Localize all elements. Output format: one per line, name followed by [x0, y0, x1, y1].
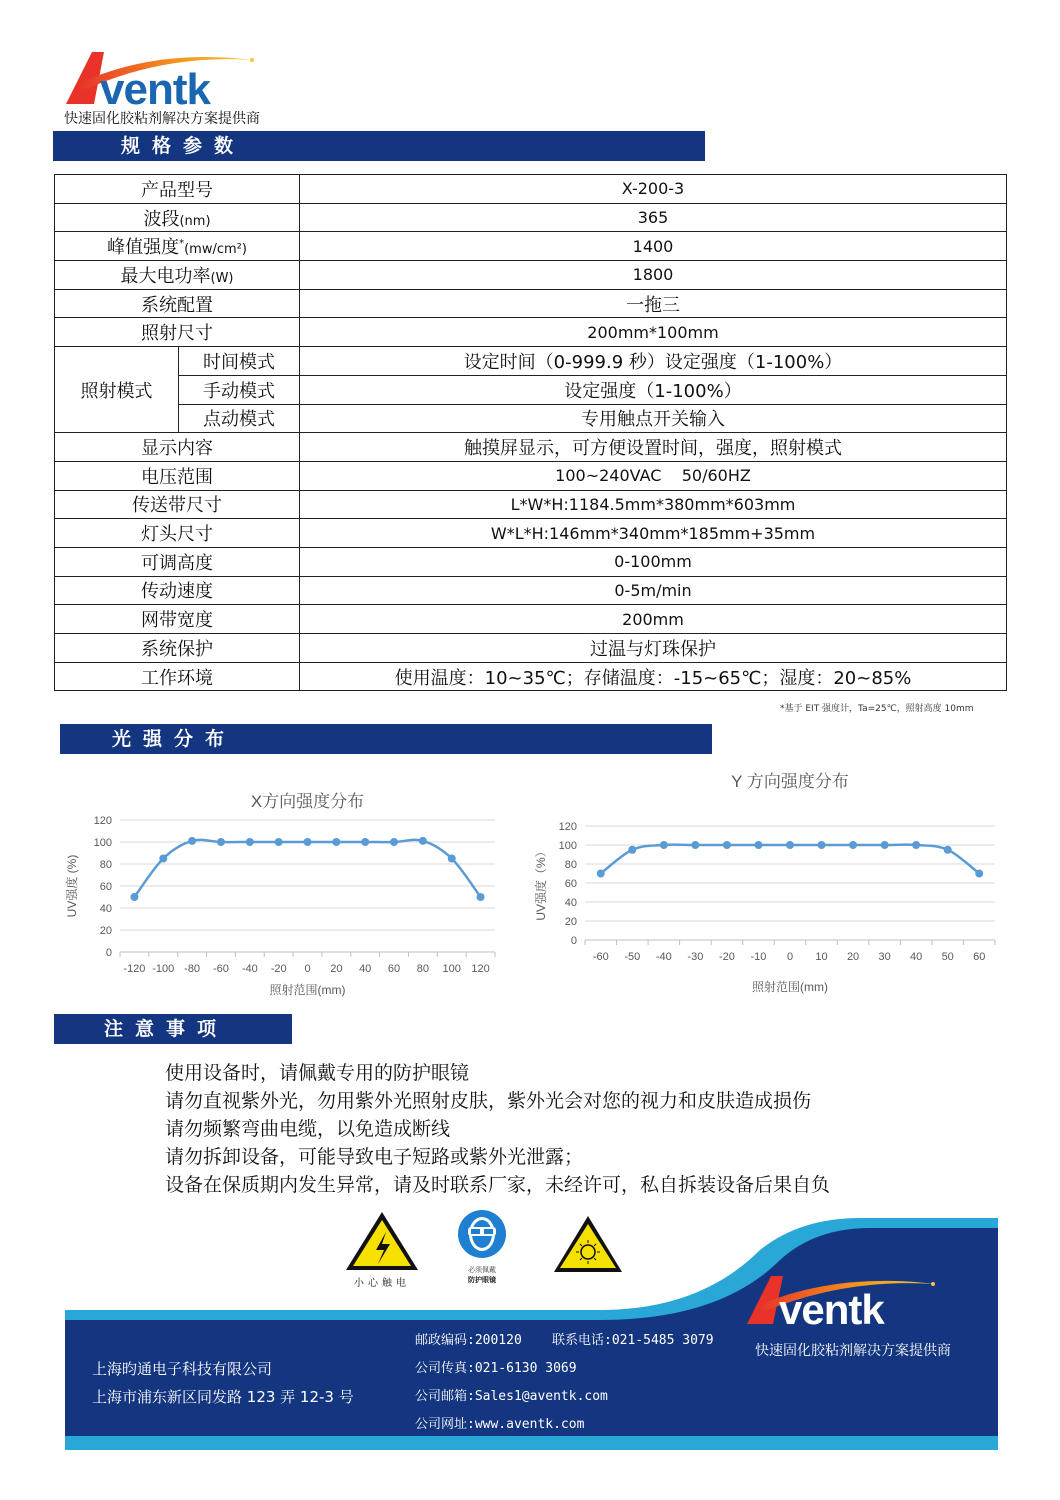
y-axis-label: UV强度 (%) [65, 854, 79, 918]
spec-label: 传动速度 [55, 576, 300, 605]
data-point [691, 841, 699, 849]
svg-text:60: 60 [99, 881, 112, 893]
svg-text:80: 80 [564, 859, 577, 871]
data-point [419, 837, 427, 845]
svg-text:60: 60 [564, 878, 577, 890]
data-point [754, 841, 762, 849]
data-point [477, 893, 485, 901]
light-section-title: 光强分布 [60, 724, 712, 754]
data-point [628, 846, 636, 854]
svg-text:10: 10 [815, 951, 828, 963]
svg-text:防护眼镜: 防护眼镜 [468, 1276, 496, 1284]
svg-text:20: 20 [846, 951, 860, 963]
data-point [246, 838, 254, 846]
data-point [818, 841, 826, 849]
notice-section-title: 注意事项 [54, 1014, 292, 1044]
svg-text:-20: -20 [270, 963, 287, 975]
spec-value: 使用温度：10~35℃；存储温度：-15~65℃；湿度：20~85% [300, 662, 1007, 691]
svg-text:40: 40 [910, 951, 923, 963]
spec-sublabel: 点动模式 [179, 404, 300, 433]
svg-text:-50: -50 [624, 951, 641, 963]
data-point [660, 841, 668, 849]
data-point [849, 841, 857, 849]
table-row [55, 461, 1007, 490]
svg-text:0: 0 [105, 947, 112, 959]
spec-section-title: 规格参数 [53, 131, 705, 161]
svg-text:-60: -60 [213, 963, 229, 975]
data-point [130, 893, 138, 901]
data-point [597, 870, 605, 878]
svg-text:100: 100 [442, 963, 461, 975]
spec-value: 设定时间（0-999.9 秒）设定强度（1-100%） [300, 347, 1007, 376]
svg-text:ventk: ventk [779, 1286, 884, 1332]
spec-value: 365 [300, 203, 1007, 232]
notice-item: 请勿频繁弯曲电缆，以免造成断线 [165, 1118, 451, 1140]
svg-text:-30: -30 [687, 951, 704, 963]
table-row [55, 605, 1007, 634]
svg-text:-40: -40 [241, 963, 258, 975]
footer-fax: 公司传真:021-6130 3069 [415, 1361, 577, 1376]
table-row [55, 318, 1007, 347]
svg-text:120: 120 [471, 963, 490, 975]
footer-postcode: 邮政编码:200120 [415, 1333, 522, 1348]
spec-value: 1400 [300, 232, 1007, 261]
chart-title: Y 方向强度分布 [731, 772, 849, 791]
notice-list [165, 1059, 830, 1199]
notice-item: 设备在保质期内发生异常，请及时联系厂家，未经许可，私自拆装设备后果自负 [165, 1174, 831, 1196]
svg-text:-80: -80 [184, 963, 201, 975]
svg-text:-60: -60 [592, 951, 609, 963]
table-row [55, 547, 1007, 576]
svg-text:80: 80 [99, 859, 112, 871]
electric-shock-warning-icon [346, 1212, 418, 1289]
svg-text:120: 120 [558, 821, 577, 833]
y-axis-label: UV强度（%） [534, 845, 548, 921]
spec-value: W*L*H:146mm*340mm*185mm+35mm [300, 519, 1007, 548]
data-point [786, 841, 794, 849]
spec-value: L*W*H:1184.5mm*380mm*603mm [300, 490, 1007, 519]
footer-address: 上海市浦东新区同发路 123 弄 12-3 号 [92, 1388, 354, 1406]
spec-label: 可调高度 [55, 547, 300, 576]
svg-text:-100: -100 [152, 963, 175, 975]
svg-text:100: 100 [558, 840, 577, 852]
data-point [304, 838, 312, 846]
aventk-logo [64, 44, 294, 114]
y-direction-chart [525, 765, 1005, 1005]
svg-text:20: 20 [564, 916, 577, 928]
spec-value: 0-100mm [300, 547, 1007, 576]
svg-text:60: 60 [387, 963, 401, 975]
svg-text:50: 50 [941, 951, 954, 963]
data-point [159, 855, 167, 863]
spec-sublabel: 手动模式 [179, 375, 300, 404]
svg-text:40: 40 [99, 903, 112, 915]
spec-value: 200mm [300, 605, 1007, 634]
x-direction-chart [60, 780, 510, 1005]
svg-text:20: 20 [330, 963, 343, 975]
svg-text:60: 60 [973, 951, 986, 963]
svg-text:ventk: ventk [100, 65, 210, 114]
spec-label: 电压范围 [55, 461, 300, 490]
svg-text:-20: -20 [718, 951, 735, 963]
spec-label: 波段(nm) [55, 203, 300, 232]
spec-label: 网带宽度 [55, 605, 300, 634]
spec-value: 专用触点开关输入 [300, 404, 1007, 433]
spec-value: 0-5m/min [300, 576, 1007, 605]
spec-label: 显示内容 [55, 433, 300, 462]
svg-text:40: 40 [564, 897, 577, 909]
spec-label: 照射模式 [55, 347, 179, 433]
footer-company: 上海昀通电子科技有限公司 [92, 1360, 273, 1378]
warning-icons [340, 1208, 640, 1293]
data-point [188, 837, 196, 845]
footer-tagline: 快速固化胶粘剂解决方案提供商 [755, 1343, 951, 1359]
data-point [332, 838, 340, 846]
svg-text:小心触电: 小心触电 [354, 1278, 410, 1289]
table-row [55, 490, 1007, 519]
svg-text:20: 20 [99, 925, 112, 937]
table-row [55, 662, 1007, 691]
spec-label: 系统配置 [55, 289, 300, 318]
spec-value: 1800 [300, 261, 1007, 290]
svg-text:-40: -40 [655, 951, 672, 963]
uv-radiation-warning-icon [554, 1216, 622, 1272]
goggles-required-icon [458, 1210, 506, 1284]
spec-label: 工作环境 [55, 662, 300, 691]
spec-value: 过温与灯珠保护 [300, 634, 1007, 663]
table-row [55, 433, 1007, 462]
notice-item: 使用设备时，请佩戴专用的防护眼镜 [165, 1062, 470, 1084]
spec-footnote: *基于 EIT 强度计，Ta=25℃，照射高度 10mm [780, 704, 974, 714]
svg-text:-120: -120 [123, 963, 146, 975]
table-row [55, 634, 1007, 663]
svg-text:0: 0 [786, 951, 794, 963]
footer-email[interactable]: 公司邮箱:Sales1@aventk.com [415, 1389, 608, 1404]
series-line [134, 840, 480, 897]
footer-website[interactable]: 公司网址:www.aventk.com [415, 1417, 585, 1432]
data-point [448, 855, 456, 863]
spec-label: 系统保护 [55, 634, 300, 663]
table-row [55, 175, 1007, 204]
x-axis-label: 照射范围(mm) [269, 983, 346, 997]
table-row [55, 261, 1007, 290]
spec-sublabel: 时间模式 [179, 347, 300, 376]
notice-item: 请勿拆卸设备，可能导致电子短路或紫外光泄露； [165, 1146, 584, 1168]
notice-item: 请勿直视紫外光，勿用紫外光照射皮肤，紫外光会对您的视力和皮肤造成损伤 [165, 1090, 812, 1112]
data-point [390, 838, 398, 846]
footer-aventk-logo [745, 1270, 975, 1332]
svg-text:必须佩戴: 必须佩戴 [468, 1266, 496, 1274]
spec-table [54, 174, 1007, 691]
table-row [55, 375, 1007, 404]
spec-value: 200mm*100mm [300, 318, 1007, 347]
spec-label: 传送带尺寸 [55, 490, 300, 519]
table-row [55, 232, 1007, 261]
table-row [55, 203, 1007, 232]
x-axis-label: 照射范围(mm) [752, 980, 828, 994]
svg-text:40: 40 [359, 963, 372, 975]
header-tagline: 快速固化胶粘剂解决方案提供商 [64, 111, 260, 127]
footer-phone: 联系电话:021-5485 3079 [552, 1333, 714, 1348]
data-point [723, 841, 731, 849]
spec-label: 峰值强度*(mw/cm²) [55, 232, 300, 261]
spec-label: 产品型号 [55, 175, 300, 204]
svg-text:0: 0 [570, 935, 577, 947]
data-point [217, 838, 225, 846]
spec-value: X-200-3 [300, 175, 1007, 204]
table-row [55, 289, 1007, 318]
data-point [881, 841, 889, 849]
spec-value: 触摸屏显示，可方便设置时间，强度，照射模式 [300, 433, 1007, 462]
spec-label: 灯头尺寸 [55, 519, 300, 548]
spec-value: 100~240VAC 50/60HZ [300, 461, 1007, 490]
chart-title: X方向强度分布 [250, 792, 365, 811]
data-point [944, 846, 952, 854]
table-row [55, 519, 1007, 548]
data-point [975, 870, 983, 878]
svg-text:0: 0 [304, 963, 311, 975]
svg-text:120: 120 [93, 815, 112, 827]
spec-label: 最大电功率(W) [55, 261, 300, 290]
table-row [55, 404, 1007, 433]
data-point [912, 841, 920, 849]
table-row [55, 347, 1007, 376]
spec-label: 照射尺寸 [55, 318, 300, 347]
svg-text:-10: -10 [750, 951, 767, 963]
spec-value: 一拖三 [300, 289, 1007, 318]
spec-value: 设定强度（1-100%） [300, 375, 1007, 404]
svg-text:100: 100 [93, 837, 112, 849]
table-row [55, 576, 1007, 605]
data-point [361, 838, 369, 846]
svg-text:30: 30 [878, 951, 891, 963]
svg-text:80: 80 [416, 963, 430, 975]
data-point [275, 838, 283, 846]
